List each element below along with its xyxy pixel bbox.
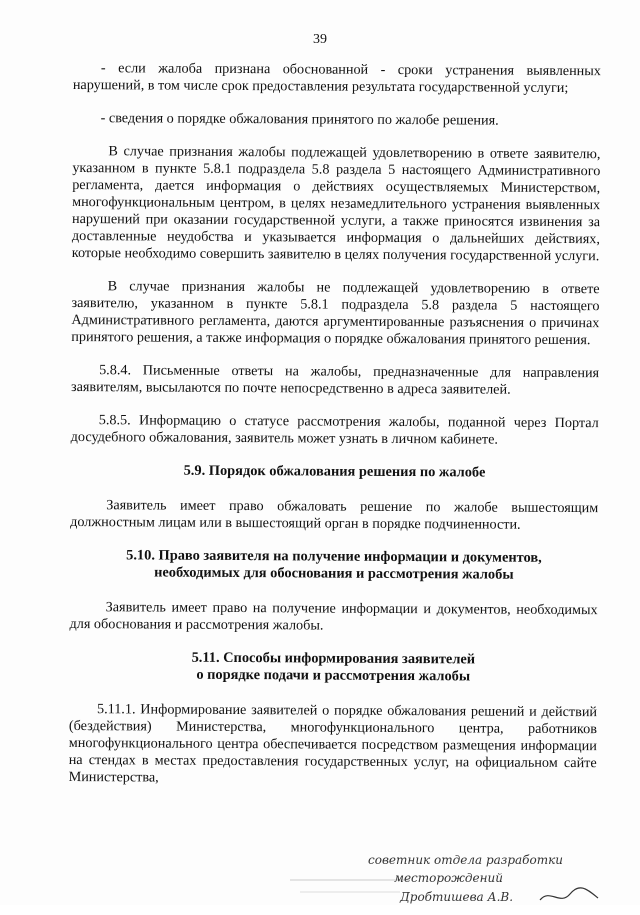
- signature-line-1: советник отдела разработки: [368, 853, 563, 867]
- signature-line-3: Дробтишева А.В.: [400, 890, 514, 904]
- paragraph-5-8-4: 5.8.4. Письменные ответы на жалобы, предназначенные для направления заявителям, высылаются по почте непосредственно в адреса заявителей.: [70, 362, 600, 398]
- heading-5-9-text: 5.9. Порядок обжалования решения по жалобе: [183, 462, 486, 481]
- paragraph-appeal-info: - сведения о порядке обжалования принятого по жалобе решения.: [100, 110, 499, 129]
- heading-5-10-line2: необходимых для обоснования и рассмотрения жалобы: [154, 564, 514, 583]
- heading-5-11-line1: 5.11. Способы информирования заявителей: [191, 649, 476, 668]
- heading-5-11: [69, 649, 597, 686]
- paragraph-complaint-satisfied: В случае признания жалобы подлежащей удовлетворению в ответе заявителю, указанном в пункте 5.8.1 подраздела 5.8 раздела 5 настоящего Административного регламента, дается информация о действиях осуществляемых Министерством, многофункциональным центром, в целях незамедлительного устранения выявленных нарушений при оказании государственной услуги, а также приносятся извинения за доставленные неудобства и указывается информация о дальнейших действиях, которые необходимо совершить заявителю в целях получения государственной услуги.: [71, 143, 601, 265]
- paragraph-5-11-1: 5.11.1. Информирование заявителей о порядке обжалования решений и действий (бездействия) Министерства, многофункционального центра, работников многофункционального центра обеспечивается посредством размещения информации на стендах в местах предоставления государственных услуг, на официальном сайте Министерства,: [68, 701, 598, 786]
- heading-5-10-line1: 5.10. Право заявителя на получение информации и документов,: [126, 547, 542, 566]
- handwritten-signature: [360, 850, 610, 910]
- signature-scribble: [540, 888, 598, 900]
- paragraph-5-8-5: 5.8.5. Информацию о статусе рассмотрения жалобы, поданной через Портал досудебного обжалования, заявитель может узнать в личном кабинете.: [70, 412, 599, 448]
- signature-line-2: месторождений: [394, 871, 503, 885]
- page-number: 39: [313, 32, 327, 47]
- heading-5-11-line2: о порядке подачи и рассмотрения жалобы: [196, 666, 471, 685]
- paragraph-complaint-rejected: В случае признания жалобы не подлежащей удовлетворению в ответе заявителю, указанном в пункте 5.8.1 подраздела 5.8 раздела 5 настоящего Административного регламента, даются аргументированные разъяснения о причинах принятого решения, а также информация о порядке обжалования принятого решения.: [71, 278, 600, 349]
- paragraph-appeal-right: Заявитель имеет право обжаловать решение по жалобе вышестоящим должностным лицам или в вышестоящий орган в порядке подчиненности.: [70, 497, 599, 533]
- document-body: [68, 60, 601, 805]
- heading-5-10: [70, 547, 598, 584]
- paragraph-deadlines: - если жалоба признана обоснованной - сроки устранения выявленных нарушений, в том числе срок предоставления результата государственной услуги;: [72, 60, 601, 97]
- heading-5-9: [70, 462, 598, 482]
- paragraph-info-right: Заявитель имеет право на получение информации и документов, необходимых для обоснования и рассмотрения жалобы.: [69, 599, 598, 634]
